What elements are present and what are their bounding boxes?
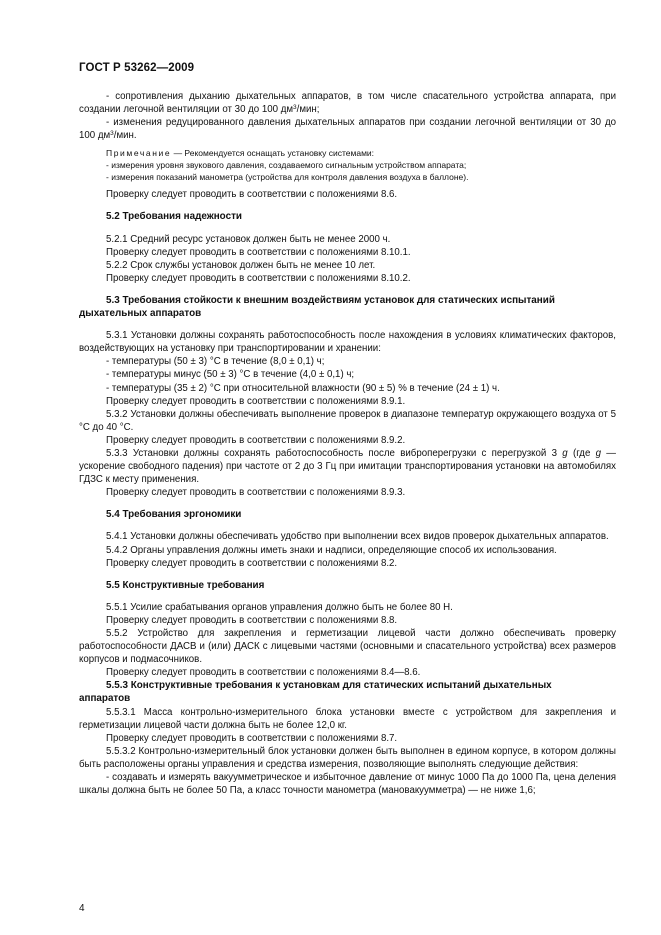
paragraph: 5.4.2 Органы управления должны иметь знаки и надписи, определяющие способ их использования. (106, 544, 557, 556)
paragraph: 5.3.2 Установки должны обеспечивать выполнение проверок в диапазоне температур окружающего воздуха от 5 °С до 40 °С. (79, 408, 616, 433)
paragraph: 5.5.1 Усилие срабатывания органов управления должно быть не более 80 Н. (106, 601, 453, 613)
section-heading-continued: дыхательных аппаратов (79, 308, 202, 320)
check-reference: Проверку следует проводить в соответствии с положениями 8.9.1. (106, 395, 406, 407)
paragraph: 5.2.1 Средний ресурс установок должен быть не менее 2000 ч. (106, 233, 391, 245)
document-body (79, 90, 616, 797)
check-reference: Проверку следует проводить в соответствии с положениями 8.4—8.6. (106, 667, 421, 679)
document-header: ГОСТ Р 53262—2009 (79, 62, 195, 74)
check-reference: Проверку следует проводить в соответствии с положениями 8.9.3. (106, 487, 406, 499)
paragraph: 5.5.2 Устройство для закрепления и герметизации лицевой части должно обеспечивать проверку работоспособности ДАСВ и (или) ДАСК с лицевыми частями (основными и спасательного устройства) всех размеров корпусов и подмасочников. (79, 628, 616, 666)
list-item: - температуры минус (50 ± 3) °С в течение (4,0 ± 0,1) ч; (106, 369, 355, 381)
note: Примечание — Рекомендуется оснащать установку системами: (106, 148, 375, 159)
page-number: 4 (79, 903, 85, 914)
check-reference: Проверку следует проводить в соответствии с положениями 8.10.2. (106, 272, 411, 284)
check-reference: Проверку следует проводить в соответствии с положениями 8.8. (106, 614, 398, 626)
paragraph: 5.2.2 Срок службы установок должен быть не менее 10 лет. (106, 259, 376, 271)
paragraph: - изменения редуцированного давления дыхательных аппаратов при создании легочной вентиляции от 30 до 100 $дм^3$/мин. (79, 117, 616, 142)
paragraph: 5.5.3.1 Масса контрольно-измерительного блока установки вместе с устройством для закрепления и герметизации лицевой части должна быть не более 12,0 кг. (79, 706, 616, 731)
list-item: - создавать и измерять вакуумметрическое и избыточное давление от минус 1000 Па до 1000 Па, цена деления шкалы должна быть не более 50 Па, а класс точности манометра (мановакуумметра) — не ниже 1,6; (79, 772, 616, 797)
section-heading-continued: аппаратов (79, 693, 131, 705)
paragraph: 5.3.3 Установки должны сохранять работоспособность после виброперегрузки с перегрузкой 3 g (где g — ускорение свободного падения) при частоте от 2 до 3 Гц при имитации транспортирования установки на автомобилях ГДЗС к месту применения. (79, 447, 616, 486)
check-reference: Проверку следует проводить в соответствии с положениями 8.9.2. (106, 434, 406, 446)
paragraph: 5.5.3.2 Контрольно-измерительный блок установки должен быть выполнен в едином корпусе, в котором должны быть расположены органы управления и средства измерения, позволяющие выполнять следующие действия: (79, 745, 616, 770)
check-reference: Проверку следует проводить в соответствии с положениями 8.7. (106, 732, 398, 744)
paragraph: 5.3.1 Установки должны сохранять работоспособность после нахождения в условиях климатических факторов, воздействующих на установку при транспортировании и хранении: (79, 330, 616, 355)
check-reference: Проверку следует проводить в соответствии с положениями 8.2. (106, 557, 398, 569)
paragraph: - сопротивления дыханию дыхательных аппаратов, в том числе спасательного устройства аппарата, при создании легочной вентиляции от 30 до 100 $дм^3$/мин; (79, 91, 616, 116)
paragraph: 5.4.1 Установки должны обеспечивать удобство при выполнении всех видов проверок дыхательных аппаратов. (106, 531, 609, 543)
check-reference: Проверку следует проводить в соответствии с положениями 8.10.1. (106, 246, 411, 258)
section-heading: 5.5 Конструктивные требования (106, 579, 265, 591)
section-heading: 5.3 Требования стойкости к внешним воздействиям установок для статических испытаний (106, 294, 555, 306)
note-item: - измерения уровня звукового давления, создаваемого сигнальным устройством аппарата; (106, 160, 467, 171)
section-heading: 5.2 Требования надежности (106, 211, 242, 223)
note-item: - измерения показаний манометра (устройства для контроля давления воздуха в баллоне). (106, 172, 469, 183)
list-item: - температуры (35 ± 2) °С при относительной влажности (90 ± 5) % в течение (24 ± 1) ч. (106, 382, 500, 394)
check-reference: Проверку следует проводить в соответствии с положениями 8.6. (106, 189, 398, 201)
section-heading: 5.4 Требования эргономики (106, 509, 242, 521)
section-heading: 5.5.3 Конструктивные требования к установкам для статических испытаний дыхательных (106, 680, 552, 692)
list-item: - температуры (50 ± 3) °С в течение (8,0 ± 0,1) ч; (106, 356, 325, 368)
